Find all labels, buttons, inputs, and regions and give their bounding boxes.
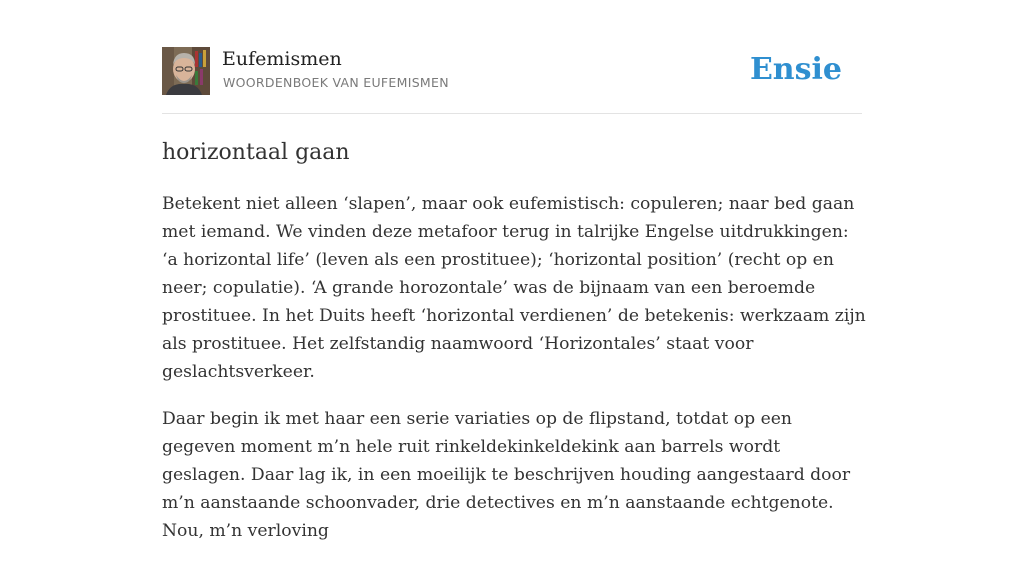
entry-title: horizontaal gaan	[162, 140, 350, 165]
divider	[162, 113, 862, 114]
source-title[interactable]: Eufemismen	[222, 48, 342, 70]
author-portrait-icon	[162, 47, 210, 95]
source-subtitle: WOORDENBOEK VAN EUFEMISMEN	[223, 75, 449, 90]
brand-logo[interactable]: Ensie	[749, 52, 842, 87]
entry-paragraph: Betekent niet alleen ‘slapen’, maar ook eufemistisch: copuleren; naar bed gaan met iemand. We vinden deze metafoor terug in talrijke Engelse uitdrukkingen: ‘a horizontal life’ (leven als een prostituee); ‘horizontal position’ (recht op en neer; copulatie). ‘A grande horozontale’ was de bijnaam van een beroemde prostituee. In het Duits heeft ‘horizontal verdienen’ de betekenis: werkzaam zijn als prostituee. Het zelfstandig naamwoord ‘Horizontales’ staat voor geslachtsverkeer.	[162, 194, 866, 382]
entry-paragraph: Daar begin ik met haar een serie variaties op de flipstand, totdat op een gegeven moment m’n hele ruit rinkeldekinkeldekink aan barrels wordt geslagen. Daar lag ik, in een moeilijk te beschrijven houding aangestaard door m’n aanstaande schoonvader, drie detectives en m’n aanstaande echtgenote. Nou, m’n verloving	[162, 409, 851, 541]
avatar[interactable]	[162, 47, 210, 95]
header	[162, 47, 862, 95]
entry-content	[162, 190, 866, 564]
